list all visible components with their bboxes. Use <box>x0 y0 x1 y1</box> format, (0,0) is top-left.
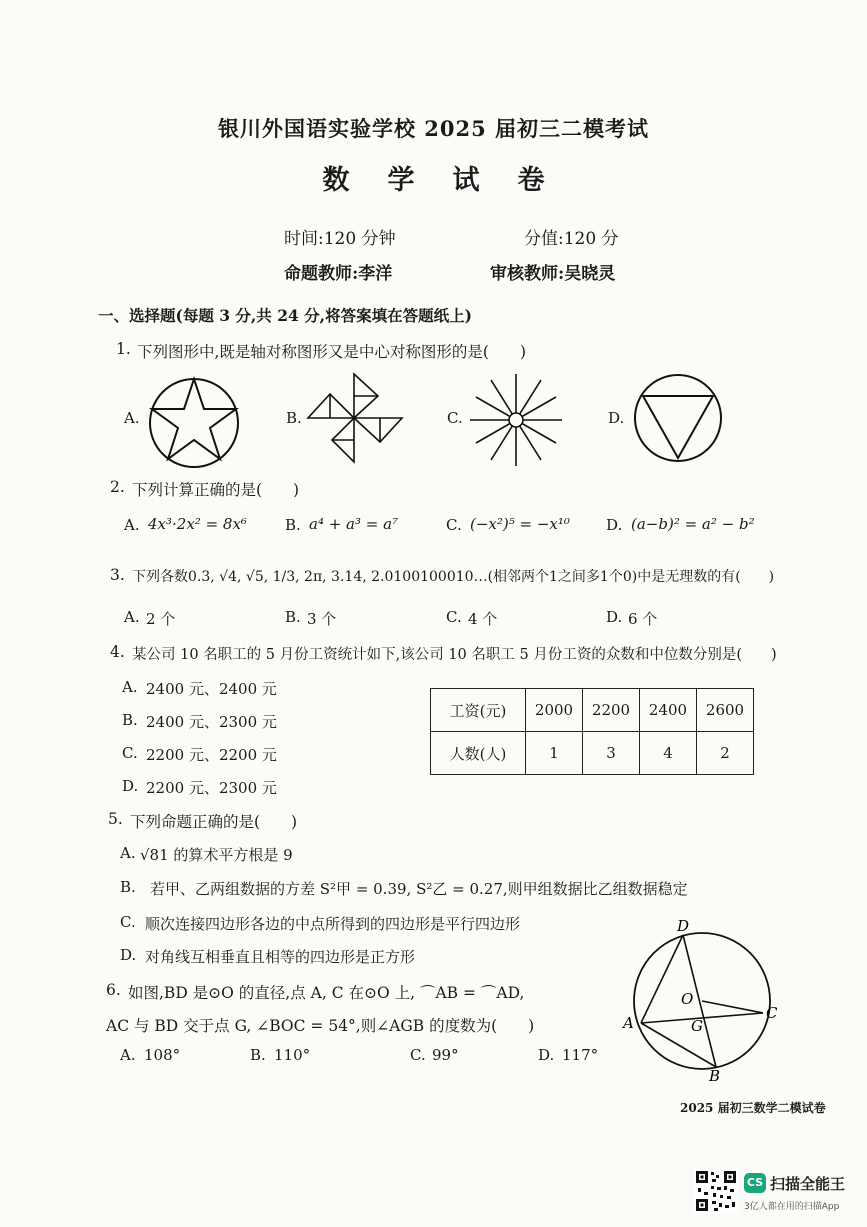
q4-stem: 某公司 10 名职工的 5 月份工资统计如下,该公司 10 名职工 5 月份工资的众数和中位数分别是( ) <box>132 647 777 663</box>
q4-option-d: 2200 元、2300 元 <box>146 779 277 797</box>
q1-option-b-label: B. <box>286 409 302 427</box>
point-b-label: B <box>709 1067 721 1085</box>
q6-option-a: 108° <box>144 1046 181 1064</box>
point-a-label: A <box>623 1014 634 1032</box>
q5-option-d-label: D. <box>120 946 137 964</box>
q1-stem: 下列图形中,既是轴对称图形又是中心对称图形的是( ) <box>137 343 527 361</box>
q2-stem: 下列计算正确的是( ) <box>132 481 300 499</box>
point-o-label: O <box>681 990 694 1008</box>
table-cell: 2000 <box>526 689 583 732</box>
q5-option-b: 若甲、乙两组数据的方差 S²甲 = 0.39, S²乙 = 0.27,则甲组数据比乙组数据稳定 <box>150 880 688 898</box>
q2-option-b: a⁴ + a³ = a⁷ <box>309 515 399 533</box>
q2-option-b-label: B. <box>285 516 301 534</box>
q5-option-b-label: B. <box>120 878 136 896</box>
q3-option-d-label: D. <box>606 608 623 626</box>
scanner-app-name: 扫描全能王 <box>770 1175 846 1193</box>
subject-title: 数学试卷 <box>322 165 583 196</box>
q3-option-c: 4 个 <box>468 610 498 628</box>
table-cell: 2 <box>697 732 754 775</box>
q2-option-d-label: D. <box>606 516 623 534</box>
q2-option-d: (a−b)² = a² − b² <box>631 515 755 533</box>
q4-option-c-label: C. <box>122 744 138 762</box>
q2-number: 2. <box>110 478 125 496</box>
q4-option-c: 2200 元、2200 元 <box>146 746 277 764</box>
q1-option-d-label: D. <box>608 409 625 427</box>
q6-option-a-label: A. <box>120 1046 136 1064</box>
q6-stem-line1: 如图,BD 是⊙O 的直径,点 A, C 在⊙O 上, ⌒AB = ⌒AD, <box>128 984 525 1002</box>
wage-table <box>430 688 754 775</box>
question-setter: 命题教师:李洋 <box>284 264 393 284</box>
table-row <box>431 732 754 775</box>
q5-option-c-label: C. <box>120 913 136 931</box>
q6-option-c: 99° <box>432 1046 459 1064</box>
table-header-cell: 工资(元) <box>431 689 526 732</box>
q5-option-a: √81 的算术平方根是 9 <box>140 846 293 864</box>
q6-number: 6. <box>106 981 121 999</box>
q4-number: 4. <box>110 643 125 661</box>
q5-number: 5. <box>108 810 123 828</box>
table-header-cell: 人数(人) <box>431 732 526 775</box>
point-g-label: G <box>691 1017 703 1035</box>
point-d-label: D <box>677 917 690 935</box>
exam-score: 分值:120 分 <box>524 229 619 249</box>
q5-option-d: 对角线互相垂直且相等的四边形是正方形 <box>145 948 416 966</box>
q2-option-c: (−x²)⁵ = −x¹⁰ <box>470 515 570 533</box>
q3-number: 3. <box>110 566 125 584</box>
q6-stem-line2: AC 与 BD 交于点 G, ∠BOC = 54°,则∠AGB 的度数为( ) <box>106 1017 535 1035</box>
table-cell: 4 <box>640 732 697 775</box>
table-cell: 1 <box>526 732 583 775</box>
exam-title: 银川外国语实验学校 2025 届初三二模考试 <box>217 116 650 141</box>
q6-option-d: 117° <box>562 1046 599 1064</box>
q6-option-b-label: B. <box>250 1046 266 1064</box>
scanner-app-logo: CS <box>744 1173 766 1193</box>
q3-option-a: 2 个 <box>146 610 176 628</box>
table-row <box>431 689 754 732</box>
table-cell: 2600 <box>697 689 754 732</box>
q6-option-b: 110° <box>274 1046 311 1064</box>
table-cell: 2200 <box>583 689 640 732</box>
point-c-label: C <box>766 1004 778 1022</box>
q6-option-d-label: D. <box>538 1046 555 1064</box>
question-reviewer: 审核教师:吴晓灵 <box>490 264 616 284</box>
q2-option-c-label: C. <box>446 516 462 534</box>
q1-option-c-label: C. <box>447 409 463 427</box>
table-cell: 3 <box>583 732 640 775</box>
q4-option-b: 2400 元、2300 元 <box>146 713 277 731</box>
q2-option-a-label: A. <box>124 516 140 534</box>
q4-option-a: 2400 元、2400 元 <box>146 680 277 698</box>
q3-option-b: 3 个 <box>307 610 337 628</box>
q5-option-a-label: A. <box>120 844 136 862</box>
q3-option-a-label: A. <box>124 608 140 626</box>
q3-option-d: 6 个 <box>628 610 658 628</box>
q5-option-c: 顺次连接四边形各边的中点所得到的四边形是平行四边形 <box>145 915 521 933</box>
table-cell: 2400 <box>640 689 697 732</box>
q4-option-b-label: B. <box>122 711 138 729</box>
q4-option-d-label: D. <box>122 777 139 795</box>
q3-option-c-label: C. <box>446 608 462 626</box>
circle-star-icon <box>146 375 242 471</box>
circle-geometry-figure <box>615 915 795 1085</box>
q6-option-c-label: C. <box>410 1046 426 1064</box>
pinwheel-icon <box>306 370 406 466</box>
qr-code-icon <box>694 1169 738 1213</box>
sunburst-icon <box>468 372 564 468</box>
q3-stem: 下列各数0.3, √4, √5, 1/3, 2π, 3.14, 2.0100100010…(相邻两个1之间多1个0)中是无理数的有( ) <box>132 569 775 585</box>
circle-triangle-icon <box>632 372 724 464</box>
footer-caption: 2025 届初三数学二模试卷 <box>680 1101 826 1115</box>
q1-option-a-label: A. <box>124 409 140 427</box>
scanner-app-tagline: 3亿人都在用的扫描App <box>744 1202 840 1212</box>
exam-time: 时间:120 分钟 <box>284 229 396 249</box>
q5-stem: 下列命题正确的是( ) <box>130 813 298 831</box>
q3-option-b-label: B. <box>285 608 301 626</box>
q1-number: 1. <box>116 340 131 358</box>
q2-option-a: 4x³·2x² = 8x⁶ <box>148 515 247 533</box>
section-heading: 一、选择题(每题 3 分,共 24 分,将答案填在答题纸上) <box>98 306 472 325</box>
q4-option-a-label: A. <box>122 678 138 696</box>
